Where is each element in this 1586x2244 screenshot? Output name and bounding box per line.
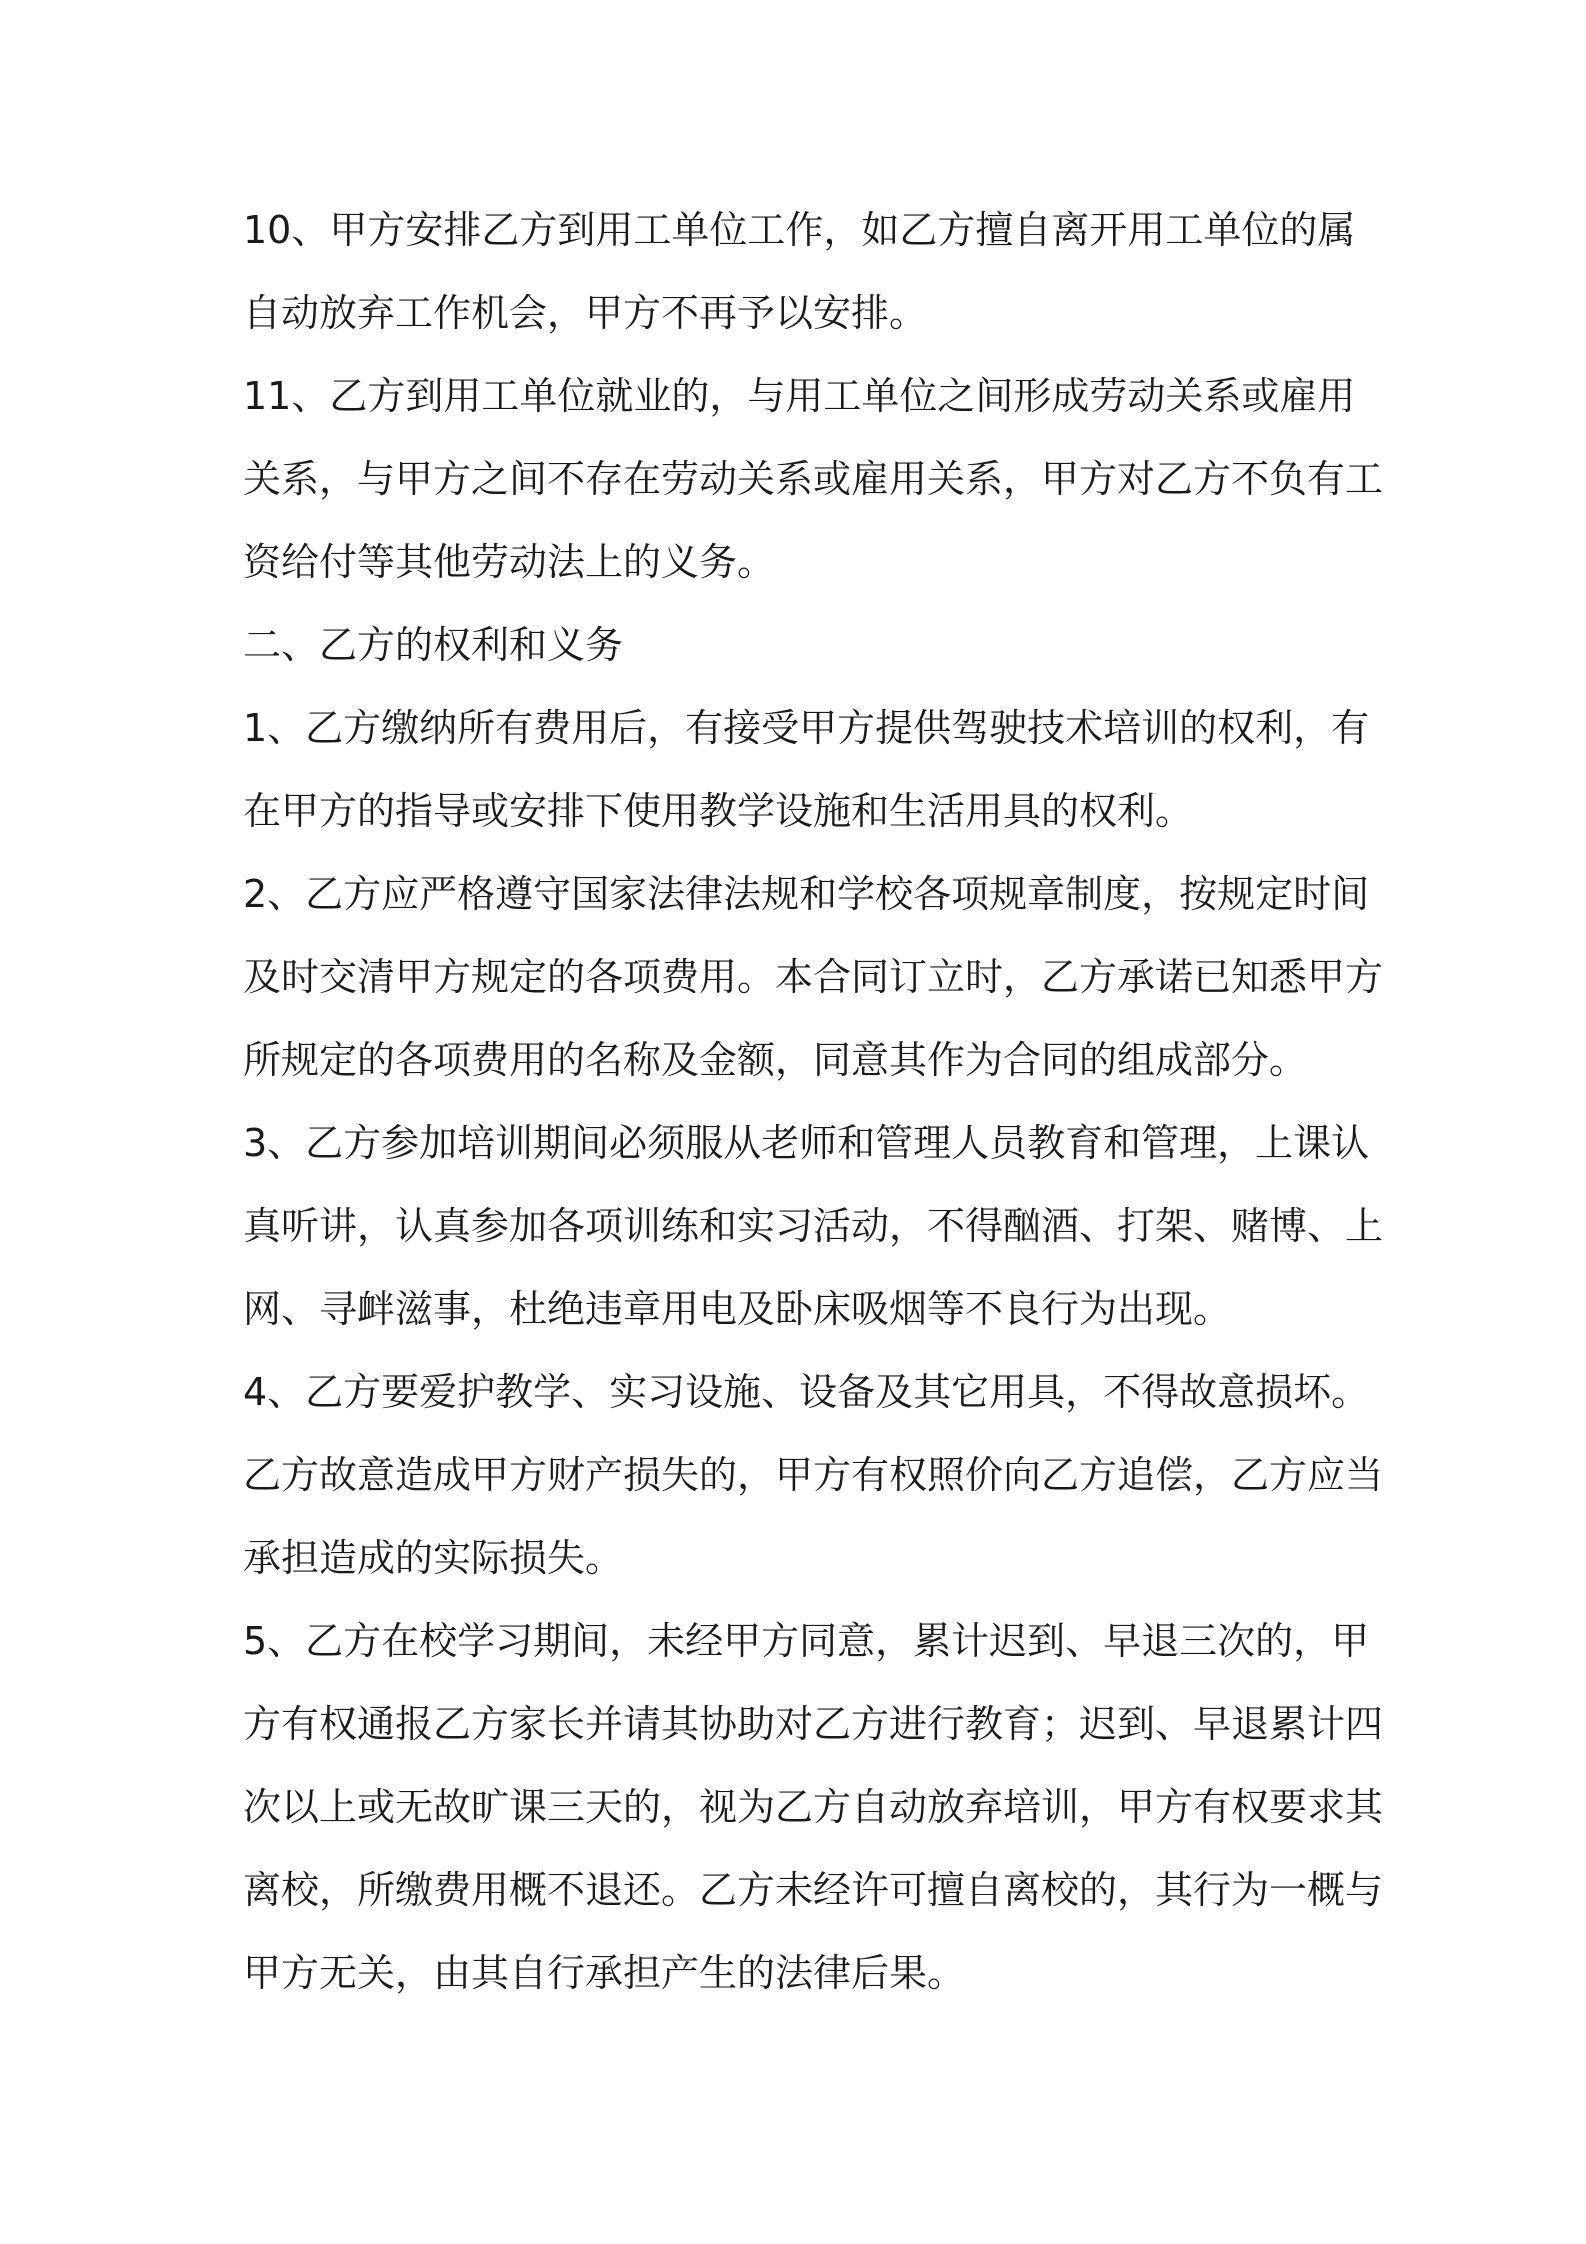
text-line: 10、甲方安排乙方到用工单位工作，如乙方擅自离开用工单位的属 bbox=[243, 208, 1356, 252]
text-line: 乙方故意造成甲方财产损失的，甲方有权照价向乙方追偿，乙方应当 bbox=[243, 1453, 1384, 1497]
text-line: 承担造成的实际损失。 bbox=[243, 1536, 624, 1580]
text-line: 次以上或无故旷课三天的，视为乙方自动放弃培训，甲方有权要求其 bbox=[243, 1785, 1384, 1829]
text-line: 11、乙方到用工单位就业的，与用工单位之间形成劳动关系或雇用 bbox=[243, 374, 1356, 418]
text-line: 在甲方的指导或安排下使用教学设施和生活用具的权利。 bbox=[243, 789, 1194, 833]
text-line: 资给付等其他劳动法上的义务。 bbox=[243, 540, 776, 584]
text-line: 所规定的各项费用的名称及金额，同意其作为合同的组成部分。 bbox=[243, 1038, 1308, 1082]
text-line: 自动放弃工作机会，甲方不再予以安排。 bbox=[243, 291, 928, 335]
text-line: 甲方无关，由其自行承担产生的法律后果。 bbox=[243, 1951, 966, 1995]
text-line: 真听讲，认真参加各项训练和实习活动，不得酗酒、打架、赌博、上 bbox=[243, 1204, 1384, 1248]
text-line: 方有权通报乙方家长并请其协助对乙方进行教育；迟到、早退累计四 bbox=[243, 1702, 1384, 1746]
text-line: 4、乙方要爱护教学、实习设施、设备及其它用具，不得故意损坏。 bbox=[243, 1370, 1370, 1414]
text-line: 1、乙方缴纳所有费用后，有接受甲方提供驾驶技术培训的权利，有 bbox=[243, 706, 1370, 750]
text-line: 离校，所缴费用概不退还。乙方未经许可擅自离校的，其行为一概与 bbox=[243, 1868, 1384, 1912]
text-line: 3、乙方参加培训期间必须服从老师和管理人员教育和管理，上课认 bbox=[243, 1121, 1370, 1165]
text-line: 5、乙方在校学习期间，未经甲方同意，累计迟到、早退三次的，甲 bbox=[243, 1619, 1370, 1663]
text-line: 关系，与甲方之间不存在劳动关系或雇用关系，甲方对乙方不负有工 bbox=[243, 457, 1384, 501]
text-line: 及时交清甲方规定的各项费用。本合同订立时，乙方承诺已知悉甲方 bbox=[243, 955, 1384, 999]
section-heading: 二、乙方的权利和义务 bbox=[243, 623, 624, 667]
text-line: 2、乙方应严格遵守国家法律法规和学校各项规章制度，按规定时间 bbox=[243, 872, 1370, 916]
text-line: 网、寻衅滋事，杜绝违章用电及卧床吸烟等不良行为出现。 bbox=[243, 1287, 1232, 1331]
